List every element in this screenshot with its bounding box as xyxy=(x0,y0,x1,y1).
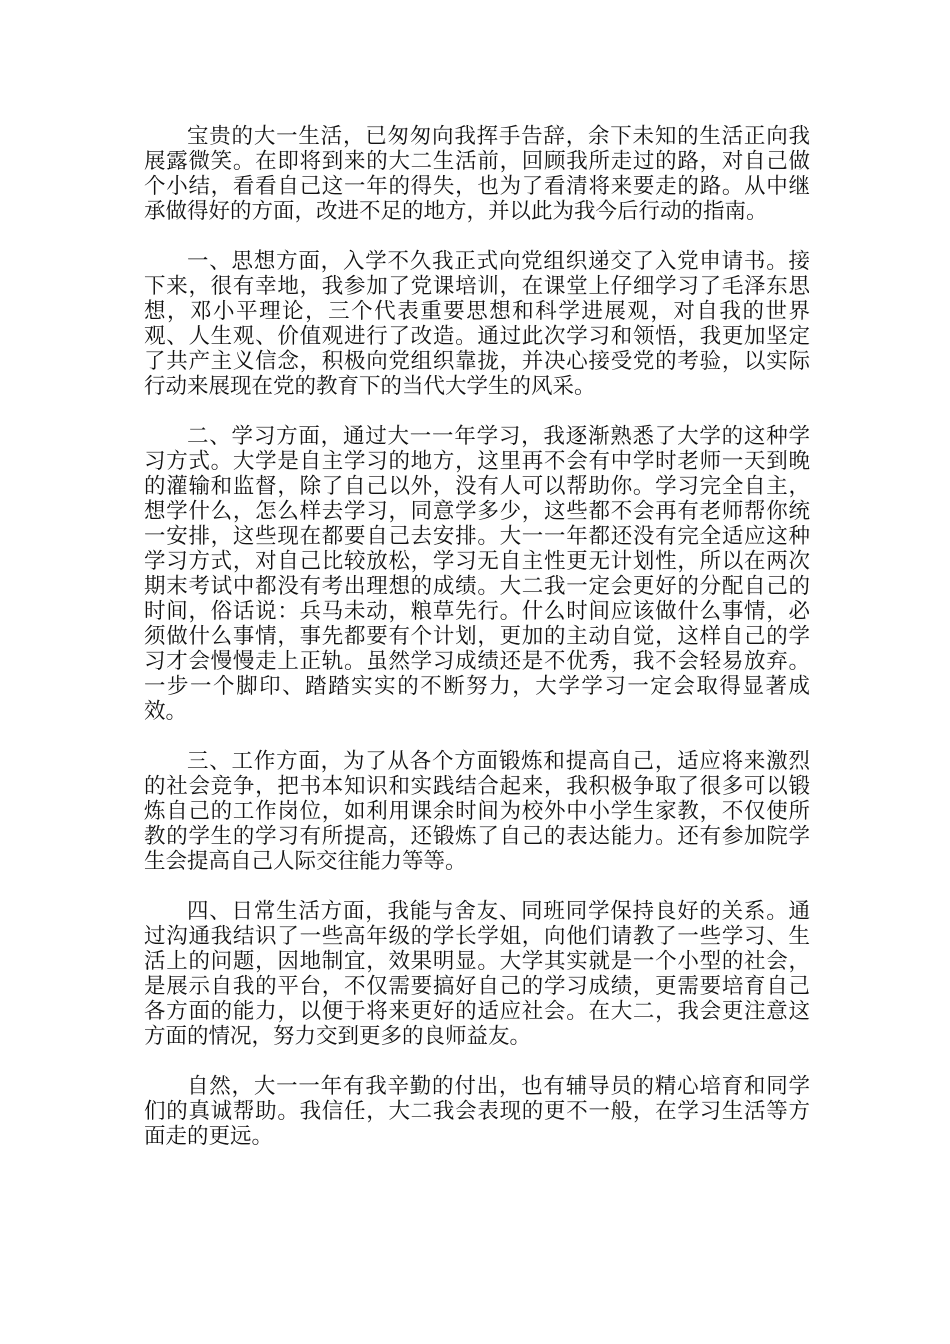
document-page xyxy=(144,124,810,1174)
study-paragraph: 二、学习方面，通过大一一年学习，我逐渐熟悉了大学的这种学习方式。大学是自主学习的地方，这里再不会有中学时老师一天到晚的灌输和监督，除了自己以外，没有人可以帮助你。学习完全自主，想学什么，怎么样去学习，同意学多少，这些都不会再有老师帮你统一安排，这些现在都要自己去安排。大一一年都还没有完全适应这种学习方式，对自己比较放松，学习无自主性更无计划性，所以在两次期末考试中都没有考出理想的成绩。大二我一定会更好的分配自己的时间，俗话说：兵马未动，粮草先行。什么时间应该做什么事情，必须做什么事情，事先都要有个计划，更加的主动自觉，这样自己的学习才会慢慢走上正轨。虽然学习成绩还是不优秀，我不会轻易放弃。一步一个脚印、踏踏实实的不断努力，大学学习一定会取得显著成效。 xyxy=(144,424,810,724)
work-paragraph: 三、工作方面，为了从各个方面锻炼和提高自己，适应将来激烈的社会竞争，把书本知识和实践结合起来，我积极争取了很多可以锻炼自己的工作岗位，如利用课余时间为校外中小学生家教，不仅使所教的学生的学习有所提高，还锻炼了自己的表达能力。还有参加院学生会提高自己人际交往能力等等。 xyxy=(144,749,810,874)
conclusion-paragraph: 自然，大一一年有我辛勤的付出，也有辅导员的精心培育和同学们的真诚帮助。我信任，大二我会表现的更不一般，在学习生活等方面走的更远。 xyxy=(144,1074,810,1149)
ideology-paragraph: 一、思想方面，入学不久我正式向党组织递交了入党申请书。接下来，很有幸地，我参加了党课培训，在课堂上仔细学习了毛泽东思想，邓小平理论，三个代表重要思想和科学进展观，对自我的世界观、人生观、价值观进行了改造。通过此次学习和领悟，我更加坚定了共产主义信念，积极向党组织靠拢，并决心接受党的考验，以实际行动来展现在党的教育下的当代大学生的风采。 xyxy=(144,249,810,399)
daily-life-paragraph: 四、日常生活方面，我能与舍友、同班同学保持良好的关系。通过沟通我结识了一些高年级的学长学姐，向他们请教了一些学习、生活上的问题，因地制宜，效果明显。大学其实就是一个小型的社会，是展示自我的平台，不仅需要搞好自己的学习成绩，更需要培育自己各方面的能力，以便于将来更好的适应社会。在大二，我会更注意这方面的情况，努力交到更多的良师益友。 xyxy=(144,899,810,1049)
intro-paragraph: 宝贵的大一生活，已匆匆向我挥手告辞，余下未知的生活正向我展露微笑。在即将到来的大二生活前，回顾我所走过的路，对自己做个小结，看看自己这一年的得失，也为了看清将来要走的路。从中继承做得好的方面，改进不足的地方，并以此为我今后行动的指南。 xyxy=(144,124,810,224)
